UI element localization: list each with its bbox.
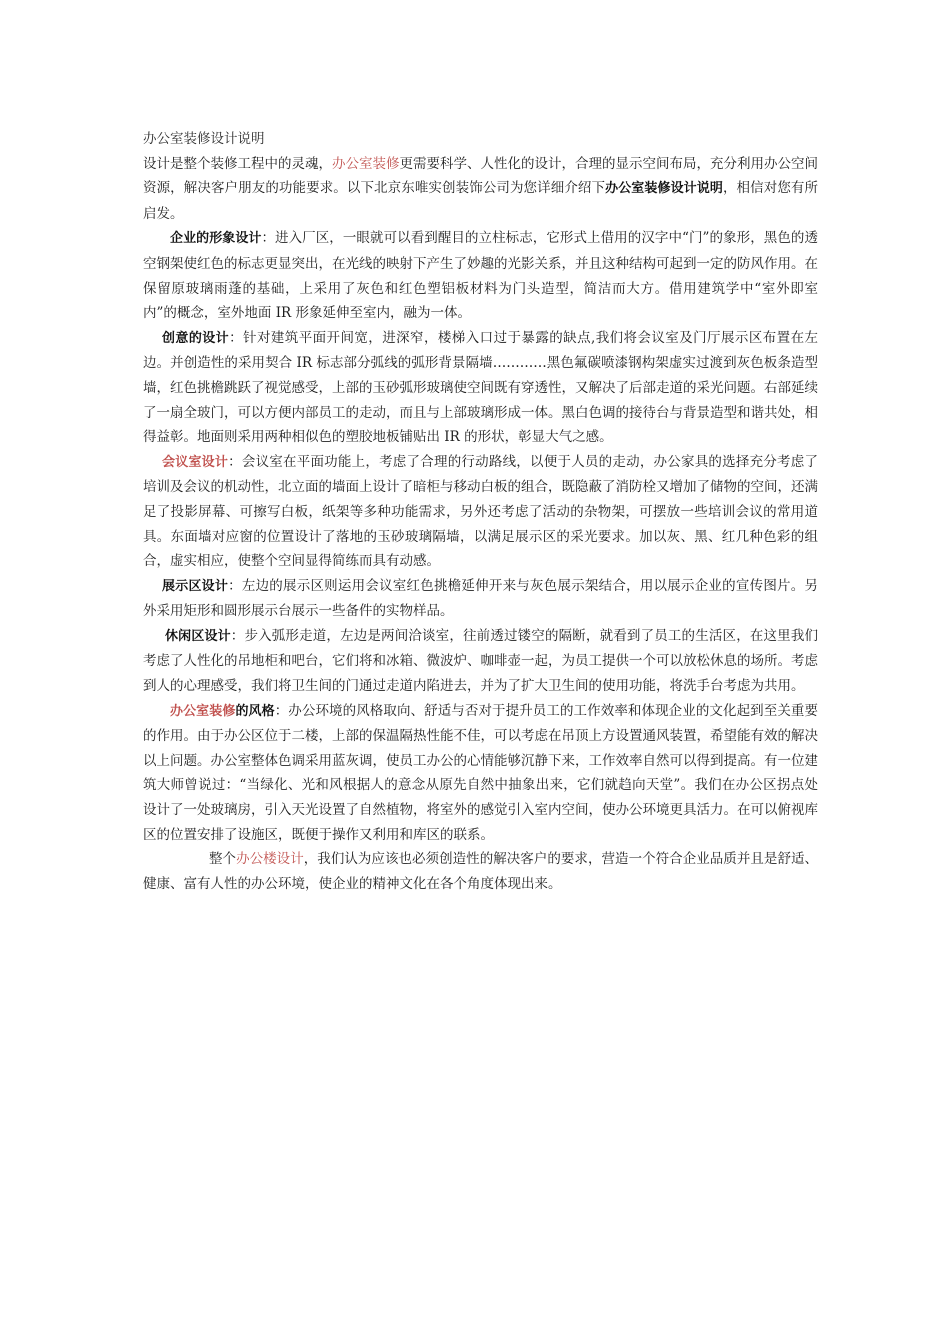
section-body: ：针对建筑平面开间宽，进深窄，楼梯入口过于暴露的缺点,我们将会议室及门厅展示区布置在左边。并创造性的采用契合 IR 标志部分弧线的弧形背景隔墙…………黑色氟碳喷漆钢构架虚实过渡到灰色板条造型墙，红色挑檐跳跃了视觉感受，上部的玉砂弧形玻璃使空间既有穿透性，又解决了后部走道的采光问题。右部延续了一扇全玻门，可以方便内部员工的走动，而且与上部玻璃形成一体。黑白色调的接待台与背景造型和谐共处，相得益彰。地面则采用两种相似色的塑胶地板铺贴出 IR 的形状，彰显大气之感。 [143, 329, 818, 446]
section-body: ：会议室在平面功能上，考虑了合理的行动路线，以便于人员的走动，办公家具的选择充分考虑了培训及会议的机动性，北立面的墙面上设计了暗柜与移动白板的组合，既隐蔽了消防栓又增加了储物的空间，还满足了投影屏幕、可擦写白板，纸架等多种功能需求，另外还考虑了活动的杂物架，可摆放一些培训会议的常用道具。东面墙对应窗的位置设计了落地的玉砂玻璃隔墙，以满足展示区的采光要求。加以灰、黑、红几种色彩的组合，虚实相应，使整个空间显得简练而具有动感。 [143, 453, 818, 570]
section-exhibition-area [143, 574, 818, 624]
office-decoration-link[interactable]: 办公室装修 [332, 155, 400, 172]
section-heading: 创意的设计 [162, 330, 230, 346]
section-meeting-room [143, 450, 818, 574]
section-body: ：左边的展示区则运用会议室红色挑檐延伸开来与灰色展示架结合，用以展示企业的宣传图片。另外采用矩形和圆形展示台展示一些备件的实物样品。 [143, 577, 818, 620]
section-heading: 的风格 [235, 703, 275, 719]
intro-text-1: 设计是整个装修工程中的灵魂， [143, 155, 332, 172]
office-building-design-link[interactable]: 办公楼设计 [236, 851, 304, 868]
section-heading: 企业的形象设计 [170, 231, 262, 247]
closing-text-1: 整个 [209, 851, 237, 868]
section-office-style [143, 699, 818, 848]
section-body: ：步入弧形走道，左边是两间洽谈室，往前透过镂空的隔断，就看到了员工的生活区，在这里我们考虑了人性化的吊地柜和吧台，它们将和冰箱、微波炉、咖啡壶一起，为员工提供一个可以放松休息的场所。考虑到人的心理感受，我们将卫生间的门通过走道内陷进去，并为了扩大卫生间的使用功能，将洗手台考虑为共用。 [143, 627, 818, 695]
section-corporate-image [143, 226, 818, 325]
intro-paragraph [143, 152, 818, 227]
section-body: ：进入厂区，一眼就可以看到醒目的立柱标志，它形式上借用的汉字中“门”的象形，黑色的透空钢架使红色的标志更显突出，在光线的映射下产生了妙趣的光影关系，并且这种结构可起到一定的防风作用。在保留原玻璃雨蓬的基础，上采用了灰色和红色塑铝板材料为门头造型，简洁而大方。借用建筑学中“室外即室内”的概念，室外地面 IR 形象延伸至室内，融为一体。 [143, 230, 818, 322]
intro-bold-title: 办公室装修设计说明 [605, 181, 723, 197]
document-title: 办公室装修设计说明 [143, 131, 265, 147]
section-creative-design [143, 326, 818, 450]
section-body: ：办公环境的风格取向、舒适与否对于提升员工的工作效率和体现企业的文化起到至关重要的作用。由于办公区位于二楼，上部的保温隔热性能不佳，可以考虑在吊顶上方设置通风装置，希望能有效的解决以上问题。办公室整体色调采用蓝灰调，使员工办公的心情能够沉静下来，工作效率自然可以得到提高。有一位建筑大师曾说过：“当绿化、光和风根据人的意念从原先自然中抽象出来，它们就趋向天堂”。我们在办公区拐点处设计了一处玻璃房，引入天光设置了自然植物，将室外的感觉引入室内空间，使办公环境更具活力。在可以俯视库区的位置安排了设施区，既便于操作又利用和库区的联系。 [143, 702, 818, 843]
closing-paragraph [143, 847, 818, 896]
section-heading: 休闲区设计 [165, 628, 231, 644]
intro-text-2: 更需要科学、人性化的设计，合理的显示空间布局，充分利用办公空间资源，解决客户朋友的功能要求。以下北京东唯实创装饰公司为您详细介绍下 [143, 155, 818, 197]
section-heading: 展示区设计 [162, 578, 229, 594]
closing-text-2: ，我们认为应该也必须创造性的解决客户的要求，营造一个符合企业品质并且是舒适、健康、富有人性的办公环境，使企业的精神文化在各个角度体现出来。 [143, 851, 819, 892]
section-heading-accent[interactable]: 办公室装修 [170, 703, 236, 719]
section-leisure-area [143, 624, 818, 699]
section-heading: 会议室设计 [162, 454, 229, 470]
document-page [143, 127, 818, 896]
intro-text-3: ，相信对您有所启发。 [143, 180, 819, 222]
